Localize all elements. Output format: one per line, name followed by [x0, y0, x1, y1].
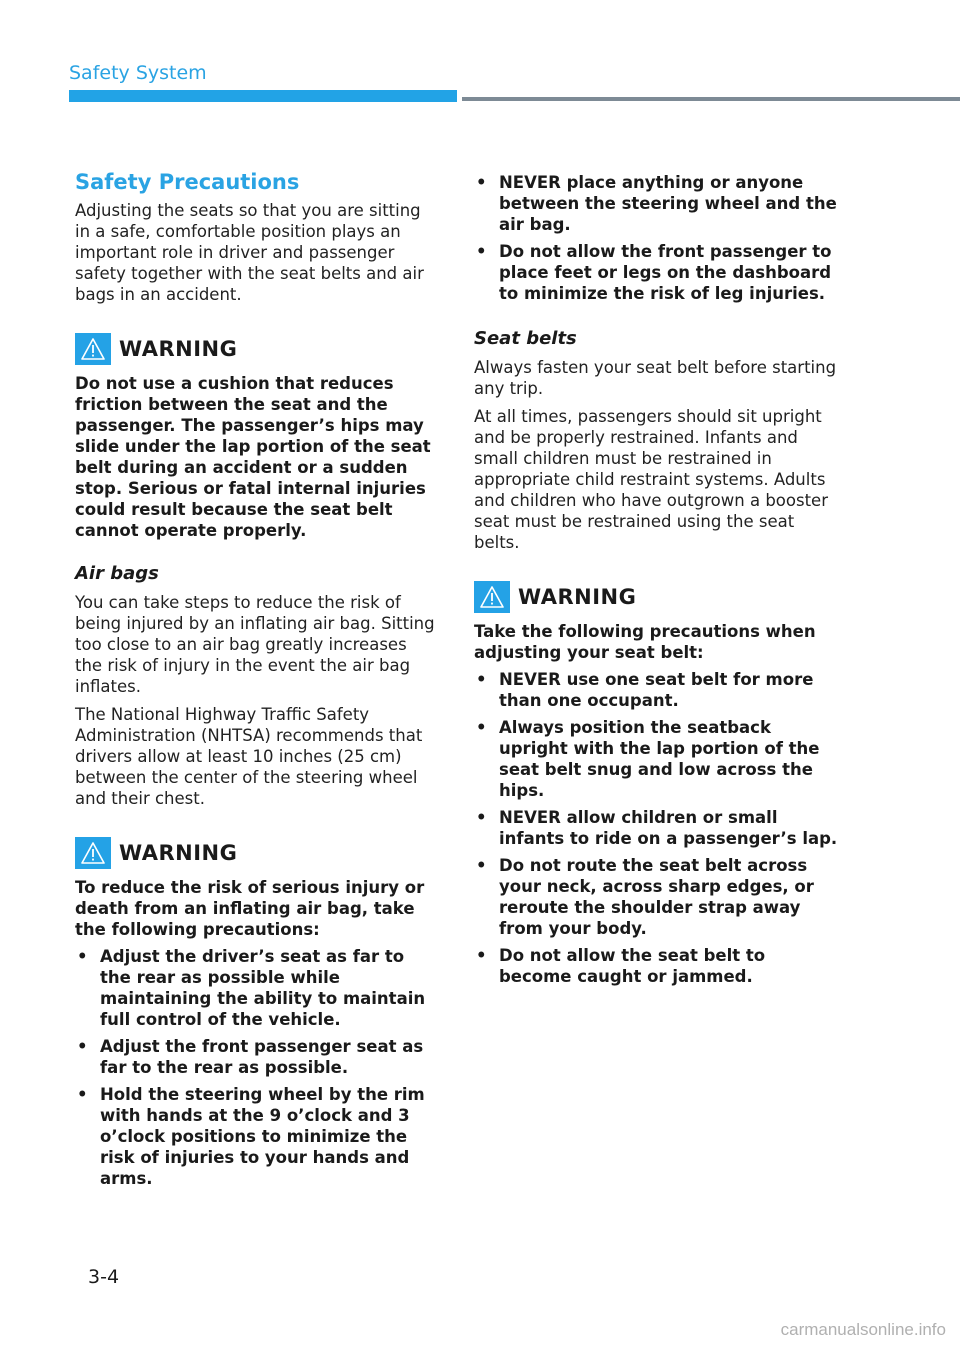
warning-header [474, 581, 840, 613]
header-accent-bar [69, 90, 457, 102]
seat-belts-heading: Seat belts [474, 328, 577, 349]
warning-list [75, 946, 437, 1189]
warning-triangle-icon [75, 837, 111, 869]
warning-air-bag [75, 837, 437, 1189]
warning-cushion [75, 333, 437, 541]
list-item: • Do not allow the seat belt to become caught or jammed. [476, 946, 766, 986]
air-bags-heading: Air bags [75, 563, 159, 584]
right-column [474, 172, 840, 997]
section-title: Safety System [69, 62, 207, 84]
list-item: • NEVER use one seat belt for more than one occupant. [476, 670, 814, 710]
list-item: • Always position the seatback upright with the lap portion of the seat belt snug and low across the hips. [476, 718, 820, 800]
header-rule [462, 97, 960, 101]
warning-list [474, 669, 840, 987]
warning-list-continued [474, 172, 840, 304]
warning-triangle-icon [75, 333, 111, 365]
warning-header [75, 333, 437, 365]
warning-label: WARNING [119, 337, 238, 361]
warning-seat-belt [474, 581, 840, 987]
list-item: • NEVER allow children or small infants to ride on a passenger’s lap. [476, 808, 838, 848]
list-item: • Do not route the seat belt across your neck, across sharp edges, or reroute the shoulder strap away from your body. [476, 856, 814, 938]
list-item: • NEVER place anything or anyone between the steering wheel and the air bag. [476, 173, 837, 234]
warning-header [75, 837, 437, 869]
air-bags-paragraph-1: You can take steps to reduce the risk of being injured by an inflating air bag. Sitting too close to an air bag greatly increases the risk of injury in the event the air bag inflates. [75, 593, 435, 696]
list-item: • Hold the steering wheel by the rim with hands at the 9 o’clock and 3 o’clock positions to minimize the risk of injuries to your hands and arms. [77, 1085, 425, 1188]
list-item: • Adjust the driver’s seat as far to the rear as possible while maintaining the ability to maintain full control of the vehicle. [77, 947, 426, 1029]
page-number: 3-4 [88, 1266, 120, 1288]
warning-label: WARNING [518, 585, 637, 609]
warning-text: Do not use a cushion that reduces friction between the seat and the passenger. The passenger’s hips may slide under the lap portion of the seat belt during an accident or a sudden stop. Serious or fatal internal injuries could result because the seat belt cannot operate properly. [75, 374, 431, 540]
intro-paragraph: Adjusting the seats so that you are sitting in a safe, comfortable position plays an important role in driver and passenger safety together with the seat belts and air bags in an accident. [75, 201, 424, 304]
seat-belts-paragraph-2: At all times, passengers should sit upright and be properly restrained. Infants and small children must be restrained in appropriate child restraint systems. Adults and children who have outgrown a booster seat must be restrained using the seat belts. [474, 407, 828, 552]
warning-intro: Take the following precautions when adjusting your seat belt: [474, 622, 816, 662]
safety-precautions-title: Safety Precautions [75, 170, 300, 194]
air-bags-paragraph-2: The National Highway Traffic Safety Administration (NHTSA) recommends that drivers allow at least 10 inches (25 cm) between the center of the steering wheel and their chest. [75, 705, 423, 808]
warning-label: WARNING [119, 841, 238, 865]
left-column [75, 170, 437, 1199]
seat-belts-paragraph-1: Always fasten your seat belt before starting any trip. [474, 358, 837, 398]
warning-intro: To reduce the risk of serious injury or death from an inflating air bag, take the following precautions: [75, 878, 425, 939]
watermark: carmanualsonline.info [780, 1320, 946, 1339]
list-item: • Adjust the front passenger seat as far to the rear as possible. [77, 1037, 424, 1077]
warning-triangle-icon [474, 581, 510, 613]
list-item: • Do not allow the front passenger to place feet or legs on the dashboard to minimize the risk of leg injuries. [476, 242, 832, 303]
